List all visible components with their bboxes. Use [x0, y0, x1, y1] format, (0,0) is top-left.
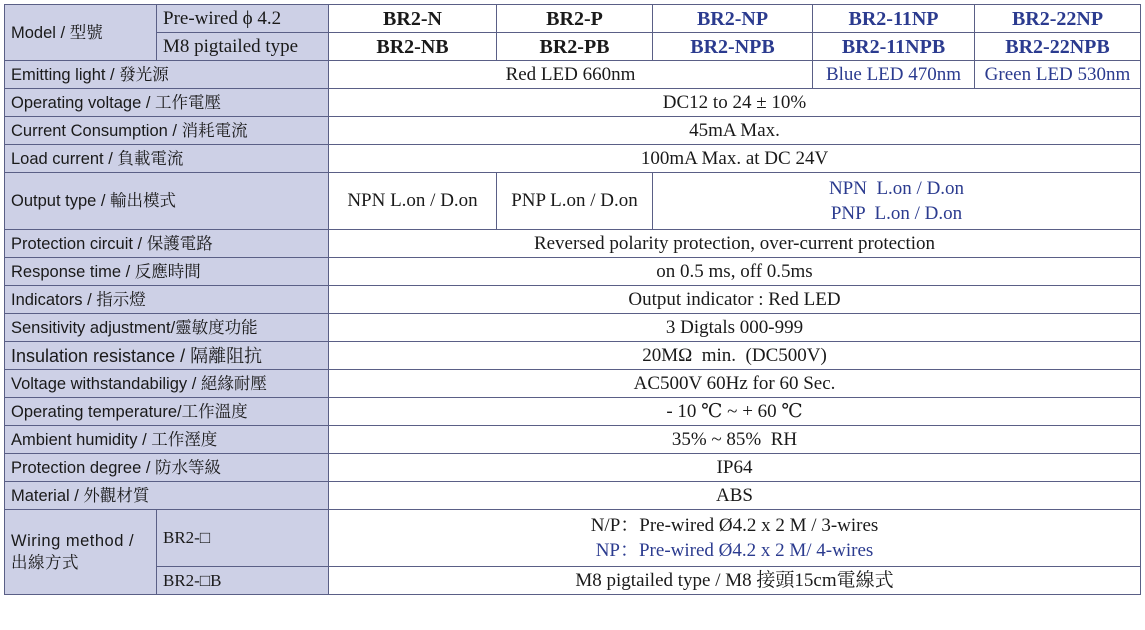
model-br2-nb: BR2-NB — [329, 33, 497, 61]
wiring-line2: NP：Pre-wired Ø4.2 x 2 M/ 4-wires — [595, 540, 874, 561]
material-value: ABS — [329, 482, 1141, 510]
model-br2-11npb: BR2-11NPB — [813, 33, 975, 61]
spec-table-container — [4, 4, 1140, 595]
wiring-label — [5, 510, 157, 595]
wiring-label-en: Wiring method / — [11, 532, 135, 550]
wiring-prewired — [329, 510, 1141, 567]
wiring-line1: N/P：Pre-wired Ø4.2 x 2 M / 3-wires — [590, 515, 879, 536]
model-br2-11np: BR2-11NP — [813, 5, 975, 33]
model-br2-npb: BR2-NPB — [653, 33, 813, 61]
load-label: Load current / 負載電流 — [5, 145, 329, 173]
emitting-label: Emitting light / 發光源 — [5, 61, 329, 89]
response-value: on 0.5 ms, off 0.5ms — [329, 258, 1141, 286]
withstand-value: AC500V 60Hz for 60 Sec. — [329, 370, 1141, 398]
load-value: 100mA Max. at DC 24V — [329, 145, 1141, 173]
row-indicators — [5, 286, 1141, 314]
row-wiring-1 — [5, 510, 1141, 567]
model-row-pigtail — [5, 33, 1141, 61]
sensitivity-label: Sensitivity adjustment/靈敏度功能 — [5, 314, 329, 342]
emitting-blue: Blue LED 470nm — [813, 61, 975, 89]
material-label: Material / 外觀材質 — [5, 482, 329, 510]
output-combo-pnp: PNP L.on / D.on — [830, 203, 963, 224]
voltage-label: Operating voltage / 工作電壓 — [5, 89, 329, 117]
current-value: 45mA Max. — [329, 117, 1141, 145]
emitting-green: Green LED 530nm — [975, 61, 1141, 89]
spec-table — [4, 4, 1141, 595]
humidity-value: 35% ~ 85% RH — [329, 426, 1141, 454]
wiring-label-zh: 出線方式 — [11, 554, 79, 572]
row-protection — [5, 230, 1141, 258]
model-br2-np: BR2-NP — [653, 5, 813, 33]
model-row-prewired — [5, 5, 1141, 33]
voltage-value: DC12 to 24 ± 10% — [329, 89, 1141, 117]
emitting-red: Red LED 660nm — [329, 61, 813, 89]
wiring-line3: M8 pigtailed type / M8 接頭15cm電線式 — [329, 567, 1141, 595]
row-wiring-2 — [5, 567, 1141, 595]
protection-value: Reversed polarity protection, over-current protection — [329, 230, 1141, 258]
model-br2-22npb: BR2-22NPB — [975, 33, 1141, 61]
protection-label: Protection circuit / 保護電路 — [5, 230, 329, 258]
model-br2-pb: BR2-PB — [497, 33, 653, 61]
pigtail-label: M8 pigtailed type — [157, 33, 329, 61]
row-output — [5, 173, 1141, 230]
degree-value: IP64 — [329, 454, 1141, 482]
row-temperature — [5, 398, 1141, 426]
output-combo — [653, 173, 1141, 230]
humidity-label: Ambient humidity / 工作溼度 — [5, 426, 329, 454]
model-br2-n: BR2-N — [329, 5, 497, 33]
row-degree — [5, 454, 1141, 482]
model-label: Model / 型號 — [5, 5, 157, 61]
row-current — [5, 117, 1141, 145]
wiring-sub2: BR2-□B — [157, 567, 329, 595]
indicators-label: Indicators / 指示燈 — [5, 286, 329, 314]
temperature-value: - 10 ℃ ~ + 60 ℃ — [329, 398, 1141, 426]
insulation-value: 20MΩ min. (DC500V) — [329, 342, 1141, 370]
withstand-label: Voltage withstandabiligy / 絕緣耐壓 — [5, 370, 329, 398]
temperature-label: Operating temperature/工作溫度 — [5, 398, 329, 426]
row-material — [5, 482, 1141, 510]
row-response — [5, 258, 1141, 286]
insulation-label: Insulation resistance / 隔離阻抗 — [5, 342, 329, 370]
output-label: Output type / 輸出模式 — [5, 173, 329, 230]
output-combo-npn: NPN L.on / D.on — [828, 178, 965, 199]
row-sensitivity — [5, 314, 1141, 342]
row-humidity — [5, 426, 1141, 454]
row-voltage — [5, 89, 1141, 117]
row-insulation — [5, 342, 1141, 370]
indicators-value: Output indicator : Red LED — [329, 286, 1141, 314]
degree-label: Protection degree / 防水等級 — [5, 454, 329, 482]
current-label: Current Consumption / 消耗電流 — [5, 117, 329, 145]
wiring-sub1: BR2-□ — [157, 510, 329, 567]
model-br2-22np: BR2-22NP — [975, 5, 1141, 33]
model-br2-p: BR2-P — [497, 5, 653, 33]
row-emitting — [5, 61, 1141, 89]
prewired-label: Pre-wired ϕ 4.2 — [157, 5, 329, 33]
output-npn: NPN L.on / D.on — [329, 173, 497, 230]
sensitivity-value: 3 Digtals 000-999 — [329, 314, 1141, 342]
row-withstand — [5, 370, 1141, 398]
response-label: Response time / 反應時間 — [5, 258, 329, 286]
output-pnp: PNP L.on / D.on — [497, 173, 653, 230]
row-load — [5, 145, 1141, 173]
